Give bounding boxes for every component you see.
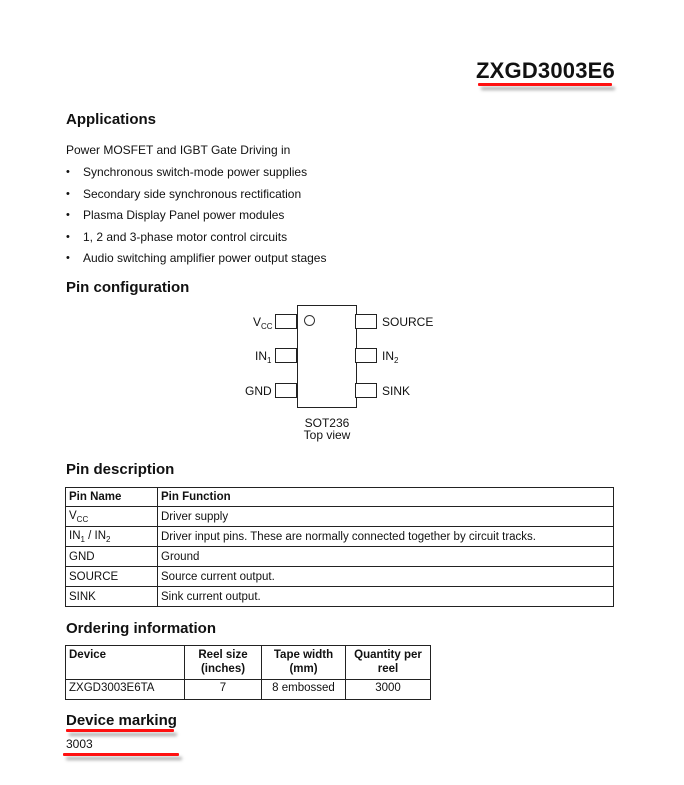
pin-name-cell: $IN_1 / IN_2$ (66, 527, 158, 547)
column-header: Reel size (inches) (185, 646, 262, 680)
list-item: • Audio switching amplifier power output stages (66, 251, 466, 273)
column-header: Pin Function (158, 488, 614, 507)
table-row (66, 527, 614, 547)
pin-label-in2: $IN_2$ (382, 349, 399, 365)
pin-label-source: SOURCE (382, 315, 434, 329)
pin-function-cell: Source current output. (158, 567, 614, 587)
device-cell: ZXGD3003E6TA (66, 680, 185, 700)
highlight-underline-marking-value (63, 753, 179, 756)
highlight-underline-marking-heading (66, 729, 174, 732)
table-header-row (66, 646, 431, 680)
pin-function-cell: Driver supply (158, 507, 614, 527)
list-item: • Synchronous switch-mode power supplies (66, 165, 466, 187)
pin-function-cell: Driver input pins. These are normally connected together by circuit tracks. (158, 527, 614, 547)
pin-description-table (65, 487, 614, 607)
applications-heading: Applications (66, 111, 157, 128)
table-header-row (66, 488, 614, 507)
table-row (66, 547, 614, 567)
reel-size-cell: 7 (185, 680, 262, 700)
column-header: Quantity per reel (346, 646, 431, 680)
column-header: Pin Name (66, 488, 158, 507)
applications-list (66, 165, 466, 273)
list-item: • 1, 2 and 3-phase motor control circuits (66, 230, 466, 252)
pin-name-cell: $V_{CC}$ (66, 507, 158, 527)
pin-description-heading: Pin description (66, 461, 175, 478)
pin-gnd (275, 383, 297, 398)
pin-name-cell: SINK (66, 587, 158, 607)
pin-function-cell: Sink current output. (158, 587, 614, 607)
pin-label-vcc: $V_{CC}$ (253, 315, 273, 331)
pin-label-in1: $IN_1$ (255, 349, 272, 365)
pin-name-cell: GND (66, 547, 158, 567)
applications-intro: Power MOSFET and IGBT Gate Driving in (66, 143, 291, 157)
list-item: • Plasma Display Panel power modules (66, 208, 466, 230)
pin-configuration-heading: Pin configuration (66, 279, 190, 296)
device-marking-value: 3003 (66, 737, 93, 751)
table-row (66, 680, 431, 700)
pin-source (355, 314, 377, 329)
column-header: Device (66, 646, 185, 680)
pin-in2 (355, 348, 377, 363)
pin-function-cell: Ground (158, 547, 614, 567)
pin-vcc (275, 314, 297, 329)
highlight-underline-title (478, 83, 612, 86)
pin-label-sink: SINK (382, 384, 411, 398)
part-number-title: ZXGD3003E6 (476, 58, 615, 83)
package-name: SOT236 (304, 416, 350, 430)
quantity-cell: 3000 (346, 680, 431, 700)
ordering-information-heading: Ordering information (66, 620, 216, 637)
package-view: Top view (303, 428, 351, 442)
pin-label-gnd: GND (245, 384, 272, 398)
device-marking-heading: Device marking (66, 712, 177, 729)
ordering-table (65, 645, 431, 700)
pin-name-cell: SOURCE (66, 567, 158, 587)
tape-width-cell: 8 embossed (262, 680, 346, 700)
table-row (66, 507, 614, 527)
list-item: • Secondary side synchronous rectification (66, 187, 466, 209)
pin1-marker-icon (304, 315, 315, 326)
pin-in1 (275, 348, 297, 363)
pin-sink (355, 383, 377, 398)
column-header: Tape width (mm) (262, 646, 346, 680)
table-row (66, 567, 614, 587)
table-row (66, 587, 614, 607)
package-caption (297, 417, 357, 441)
